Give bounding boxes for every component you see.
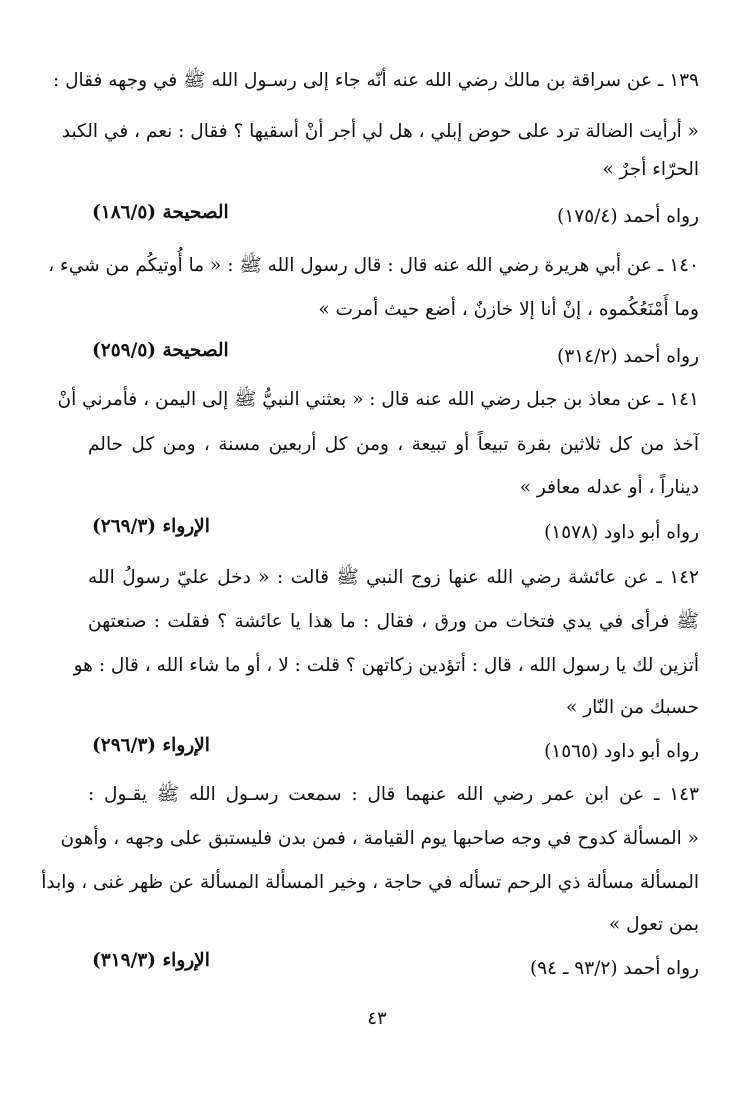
hadith-139-source: رواه أحمد (١٧٥/٤) xyxy=(557,206,699,227)
hadith-141-source: رواه أبو داود (١٥٧٨) xyxy=(544,522,699,543)
hadith-139-line-1: ١٣٩ ـ عن سراقة بن مالك رضي الله عنه أنّه جاء إلى رسـول الله ﷺ في وجهه فقال : xyxy=(52,70,699,91)
hadith-142-line-4: حسبك من النّار » xyxy=(566,697,699,718)
hadith-139-line-3: الحرّاء أجرٌ » xyxy=(602,159,699,180)
hadith-143-line-3: المسألة مسألة ذي الرحم تسأله في حاجة ، وخير المسألة المسألة عن ظهر غنى ، وابدأ xyxy=(41,872,699,893)
hadith-143-line-2: « المسألة كدوح في وجه صاحبها يوم القيامة ، فمن بدن فليستبق على وجهه ، وأهون xyxy=(60,828,699,849)
hadith-141-grade: الإرواء (٢٦٩/٣) xyxy=(92,516,210,537)
hadith-140-line-2: وما أَمْنَعُكُموه ، إنْ أنا إلا خازنٌ ، أضع حيث أمرت » xyxy=(318,299,699,320)
hadith-143-line-1: ١٤٣ ـ عن ابن عمر رضي الله عنهما قال : سمعت رسـول الله ﷺ يقـول : xyxy=(88,784,699,805)
hadith-140-line-1: ١٤٠ ـ عن أبي هريرة رضي الله عنه قال : قال رسول الله ﷺ : « ما أُوتيكُم من شيء ، xyxy=(48,255,699,276)
hadith-140-grade: الصحيحة (٢٥٩/٥) xyxy=(92,340,229,361)
hadith-139-line-2: « أرأيت الضالة ترد على حوض إبلي ، هل لي أجر أنْ أسقيها ؟ فقال : نعم ، في الكبد xyxy=(61,121,699,142)
hadith-142-line-3: أتزين لك يا رسول الله ، قال : أتؤدين زكاتهن ؟ قلت : لا ، أو ما شاء الله ، قال : هو xyxy=(73,655,699,676)
hadith-141-line-2: آخذ من كل ثلاثين بقرة تبيعاً أو تبيعة ، ومن كل أربعين مسنة ، ومن كل حالم xyxy=(88,434,699,455)
hadith-140-source: رواه أحمد (٣١٤/٢) xyxy=(557,346,699,367)
hadith-141-line-3: ديناراً ، أو عدله معافر » xyxy=(519,477,699,498)
hadith-143-source: رواه أحمد (٩٣/٢ ـ ٩٤) xyxy=(530,958,699,979)
hadith-143-line-4: بمن تعول » xyxy=(608,914,699,935)
hadith-139-grade: الصحيحة (١٨٦/٥) xyxy=(92,202,229,223)
hadith-141-line-1: ١٤١ ـ عن معاذ بن جبل رضي الله عنه قال : « بعثني النبيُّ ﷺ إلى اليمن ، فأمرني أنْ xyxy=(57,389,699,410)
hadith-142-grade: الإرواء (٢٩٦/٣) xyxy=(92,735,210,756)
hadith-143-grade: الإرواء (٣١٩/٣) xyxy=(92,950,210,971)
hadith-142-line-2: ﷺ فرأى في يدي فتخات من ورق ، فقال : ما هذا يا عائشة ؟ فقلت : صنعتهن xyxy=(88,611,699,632)
page-number: ٤٣ xyxy=(367,1008,387,1029)
hadith-142-source: رواه أبو داود (١٥٦٥) xyxy=(544,741,699,762)
hadith-142-line-1: ١٤٢ ـ عن عائشة رضي الله عنها زوج النبي ﷺ قالت : « دخل عليّ رسولُ الله xyxy=(88,567,699,588)
